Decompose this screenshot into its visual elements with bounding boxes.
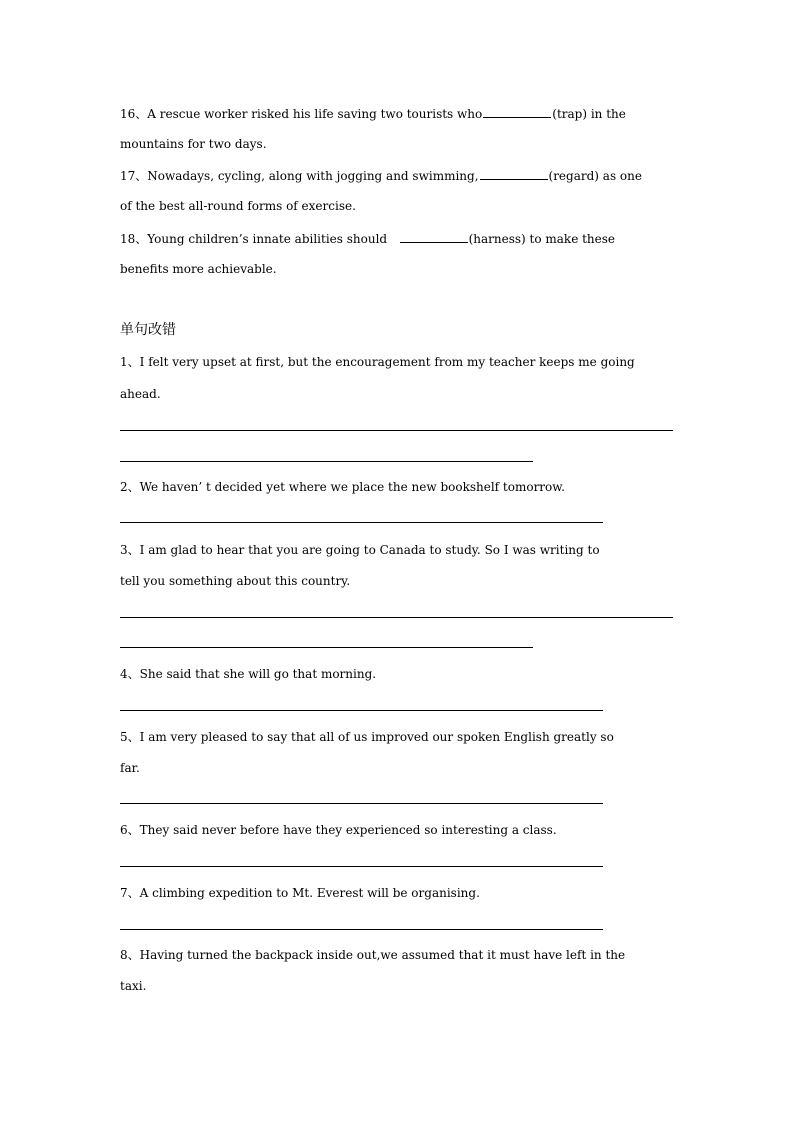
question-18-text: 18、Young children’s innate abilities should [120,232,388,246]
correction-3-line-2: tell you something about this country. [120,574,351,588]
question-18-hint: (harness) to make these [468,232,616,246]
question-16-line-2: mountains for two days. [120,137,267,151]
question-16-hint: (trap) in the [552,107,626,121]
correction-2-answer-line[interactable] [120,522,603,523]
correction-3-answer-line-2[interactable] [120,647,533,648]
section-title: 单句改错 [120,322,176,338]
correction-3-answer-line-1[interactable] [120,617,673,618]
correction-6-line-1: 6、They said never before have they experienced so interesting a class. [120,823,557,837]
question-17-text: 17、Nowadays, cycling, along with jogging and swimming, [120,169,479,183]
correction-6-answer-line[interactable] [120,866,603,867]
question-16-line-1 [120,105,673,122]
correction-1-line-1: 1、I felt very upset at first, but the encouragement from my teacher keeps me going [120,355,635,369]
correction-1-line-2: ahead. [120,387,161,401]
correction-5-line-2: far. [120,761,140,775]
correction-1-answer-line-2[interactable] [120,461,533,462]
correction-1-answer-line-1[interactable] [120,430,673,431]
correction-5-line-1: 5、I am very pleased to say that all of us improved our spoken English greatly so [120,730,614,744]
question-18-blank[interactable] [400,230,468,243]
question-18-line-1 [120,230,673,247]
correction-7-answer-line[interactable] [120,929,603,930]
question-18-line-2: benefits more achievable. [120,262,277,276]
correction-8-line-1: 8、Having turned the backpack inside out,we assumed that it must have left in the [120,948,626,962]
correction-7-line-1: 7、A climbing expedition to Mt. Everest will be organising. [120,886,480,900]
correction-4-line-1: 4、She said that she will go that morning. [120,667,377,681]
correction-2-line-1: 2、We haven’ t decided yet where we place the new bookshelf tomorrow. [120,480,565,494]
question-17-line-1 [120,167,673,184]
correction-4-answer-line[interactable] [120,710,603,711]
question-16-blank[interactable] [483,105,551,118]
correction-5-answer-line[interactable] [120,803,603,804]
question-17-blank[interactable] [480,167,548,180]
correction-3-line-1: 3、I am glad to hear that you are going to Canada to study. So I was writing to [120,543,600,557]
question-17-line-2: of the best all-round forms of exercise. [120,199,356,213]
correction-8-line-2: taxi. [120,979,147,993]
question-16-text: 16、A rescue worker risked his life saving two tourists who [120,107,483,121]
question-17-hint: (regard) as one [548,169,642,183]
